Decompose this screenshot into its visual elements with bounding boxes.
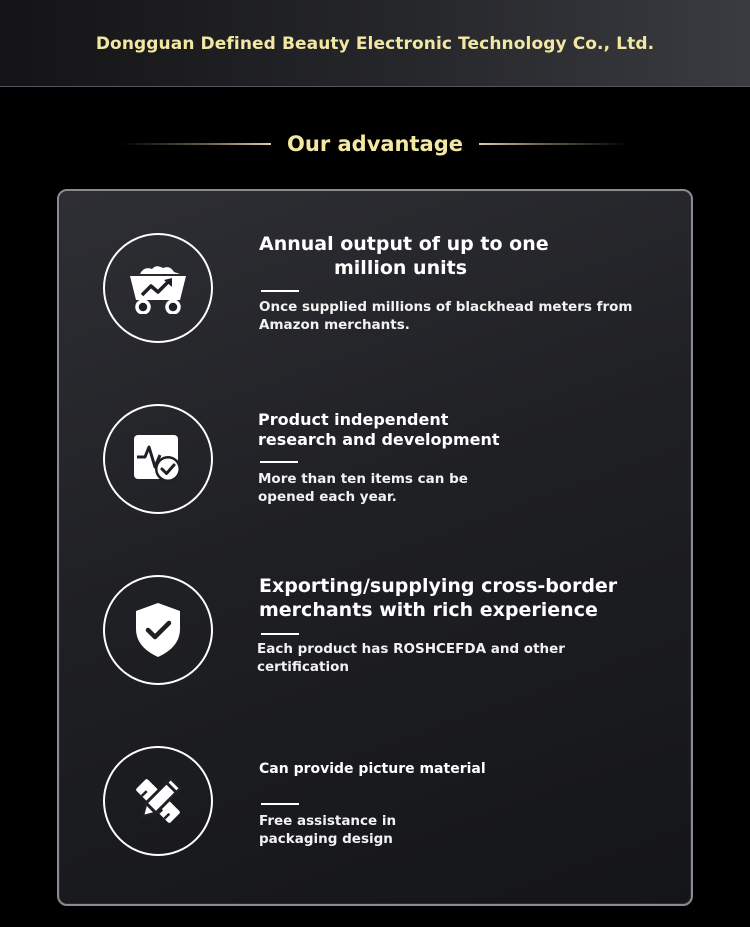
heading-divider-right	[479, 143, 629, 145]
advantages-card	[57, 189, 693, 906]
item-divider	[260, 461, 298, 463]
icon-badge	[103, 575, 213, 685]
item-description: Free assistance in packaging design	[259, 813, 397, 847]
mining-cart-icon	[126, 262, 190, 314]
icon-badge	[103, 746, 213, 856]
item-description: More than ten items can be opened each year.	[258, 471, 468, 505]
advantage-item-output	[59, 233, 691, 353]
icon-badge	[103, 233, 213, 343]
advantage-item-research	[59, 404, 691, 524]
company-name: Dongguan Defined Beauty Electronic Technology Co., Ltd.	[95, 34, 655, 54]
header-bar	[0, 0, 750, 87]
heading-divider-left	[121, 143, 271, 145]
item-title: Annual output of up to one million units	[259, 233, 549, 279]
item-title: Product independent research and development	[258, 410, 500, 449]
item-description: Once supplied millions of blackhead meters from Amazon merchants.	[259, 299, 633, 333]
item-title: Can provide picture material	[259, 761, 486, 777]
item-divider	[261, 633, 299, 635]
pencil-ruler-icon	[130, 773, 186, 829]
item-divider	[261, 290, 299, 292]
advantage-item-design	[59, 746, 691, 866]
section-title: Our advantage	[287, 132, 463, 156]
advantage-item-export	[59, 575, 691, 695]
item-title: Exporting/supplying cross-border merchants with rich experience	[259, 575, 618, 621]
shield-check-icon	[132, 601, 184, 659]
section-heading	[0, 126, 750, 162]
icon-badge	[103, 404, 213, 514]
pulse-check-icon	[132, 433, 184, 485]
item-divider	[261, 803, 299, 805]
item-description: Each product has ROSHCEFDA and other certification	[257, 641, 565, 675]
